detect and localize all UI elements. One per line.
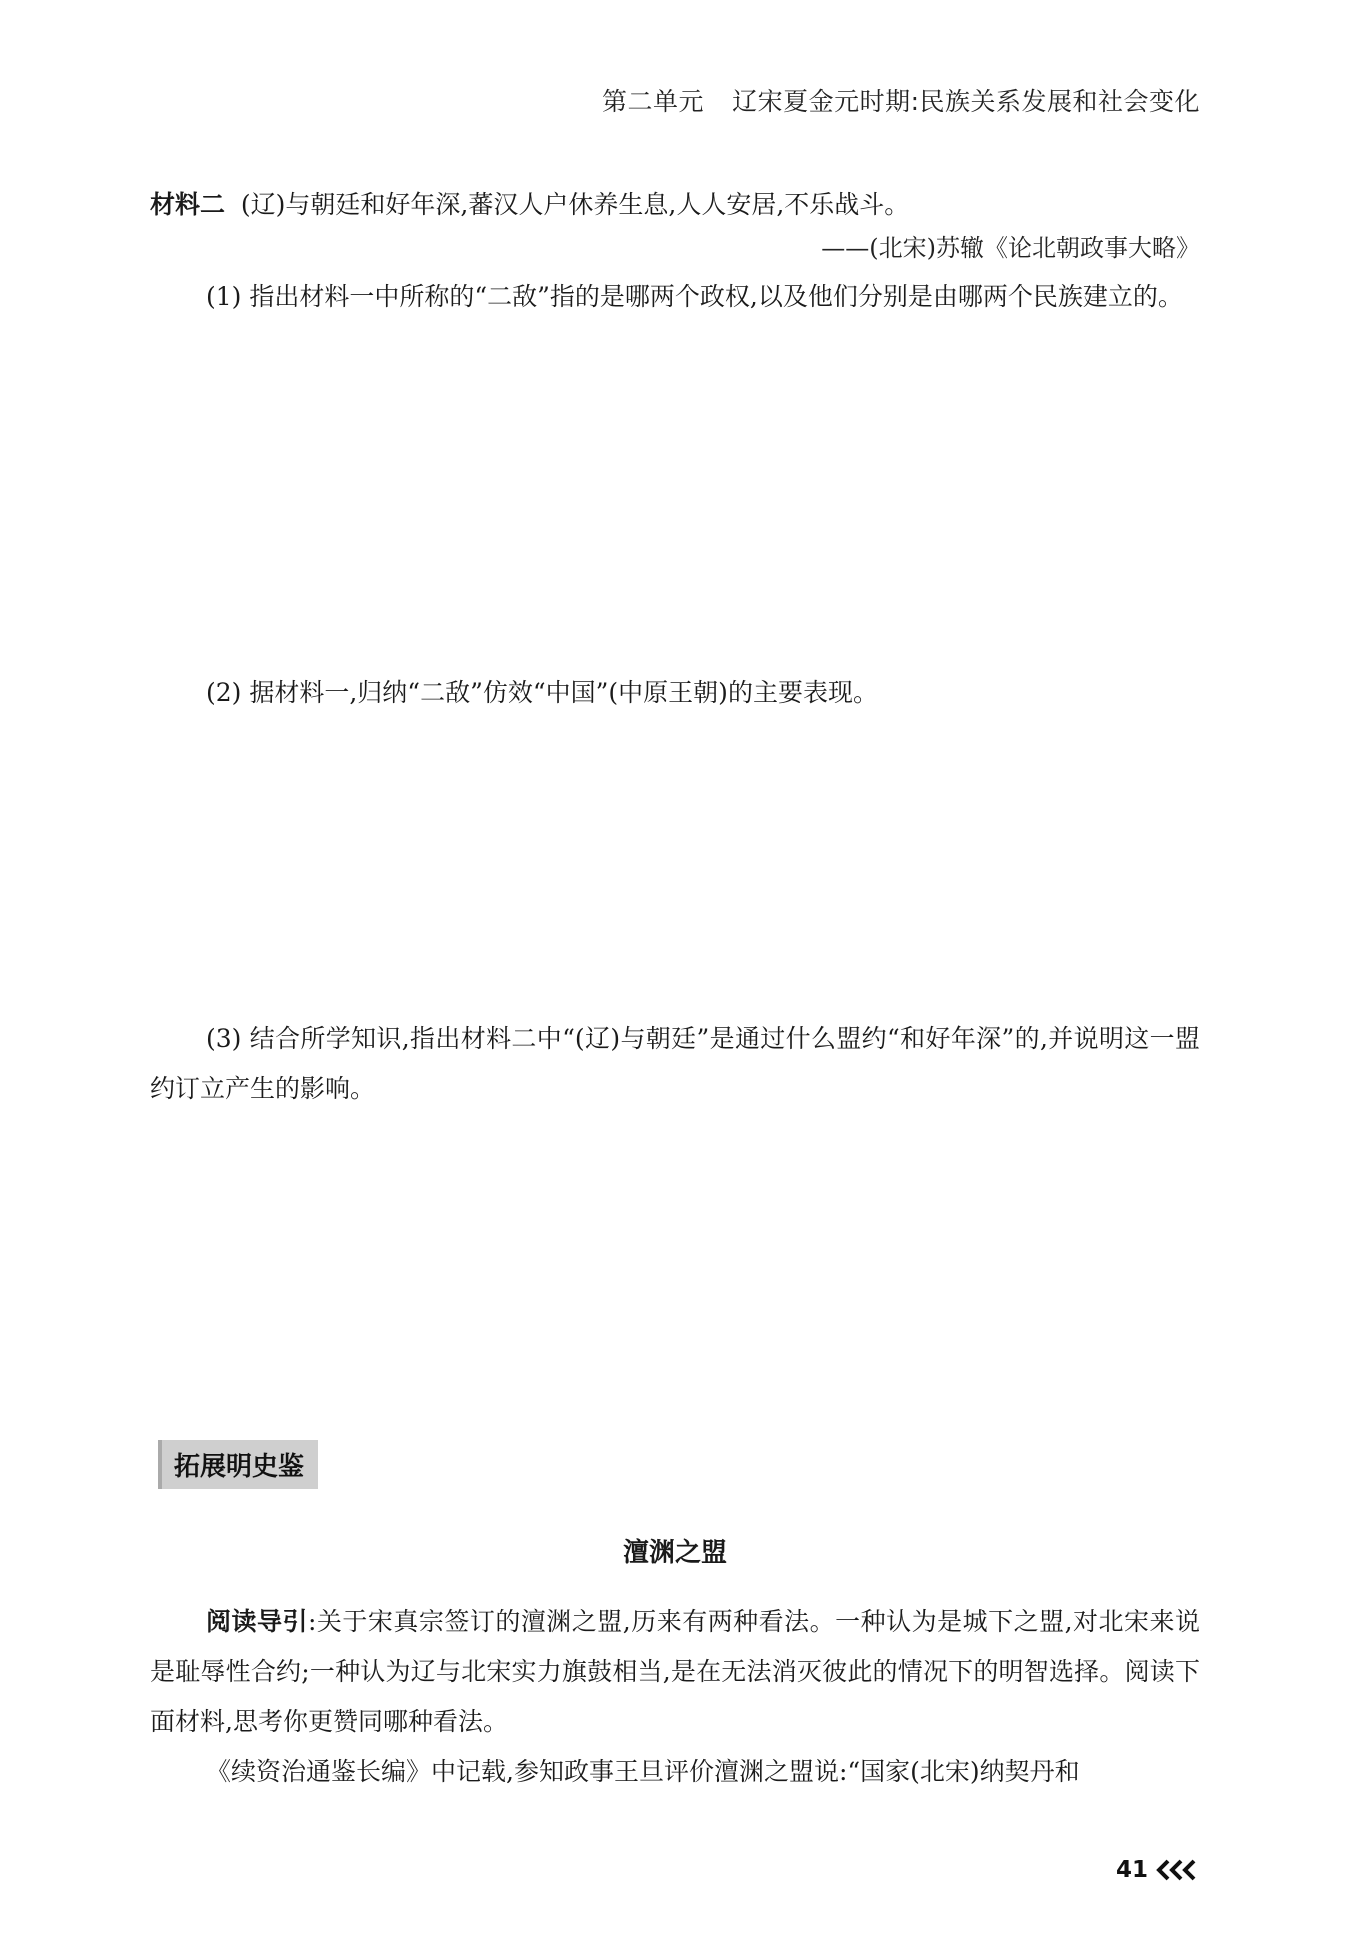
- article-title: 澶渊之盟: [622, 1538, 727, 1568]
- material-2: [150, 180, 1200, 230]
- material-2-text: (辽)与朝廷和好年深,蕃汉人户休养生息,人人安居,不乐战斗。: [240, 190, 910, 219]
- page-number: 41: [1115, 1857, 1148, 1883]
- page-footer: [1116, 1857, 1200, 1883]
- question-2: (2) 据材料一,归纳“二敌”仿效“中国”(中原王朝)的主要表现。: [206, 678, 878, 707]
- material-2-label: 材料二: [150, 190, 226, 219]
- running-header: [602, 82, 1200, 118]
- material-2-source: ——(北宋)苏辙《论北朝政事大略》: [821, 234, 1200, 262]
- header-title: 辽宋夏金元时期:民族关系发展和社会变化: [732, 87, 1200, 116]
- question-3: (3) 结合所学知识,指出材料二中“(辽)与朝廷”是通过什么盟约“和好年深”的,并说明这一盟约订立产生的影响。: [150, 1024, 1200, 1103]
- question-1: (1) 指出材料一中所称的“二敌”指的是哪两个政权,以及他们分别是由哪两个民族建立的。: [206, 282, 1183, 311]
- reading-guide-text: :关于宋真宗签订的澶渊之盟,历来有两种看法。一种认为是城下之盟,对北宋来说是耻辱性合约;一种认为辽与北宋实力旗鼓相当,是在无法消灭彼此的情况下的明智选择。阅读下面材料,思考你更赞同哪种看法。: [150, 1607, 1200, 1736]
- quote-text: 《续资治通鉴长编》中记载,参知政事王旦评价澶渊之盟说:“国家(北宋)纳契丹和: [206, 1757, 1080, 1786]
- section-tag: 拓展明史鉴: [158, 1440, 318, 1489]
- header-unit: 第二单元: [602, 87, 705, 116]
- triple-chevron-left-icon: [1154, 1859, 1200, 1881]
- reading-guide: [150, 1597, 1200, 1747]
- reading-guide-label: 阅读导引: [206, 1607, 308, 1636]
